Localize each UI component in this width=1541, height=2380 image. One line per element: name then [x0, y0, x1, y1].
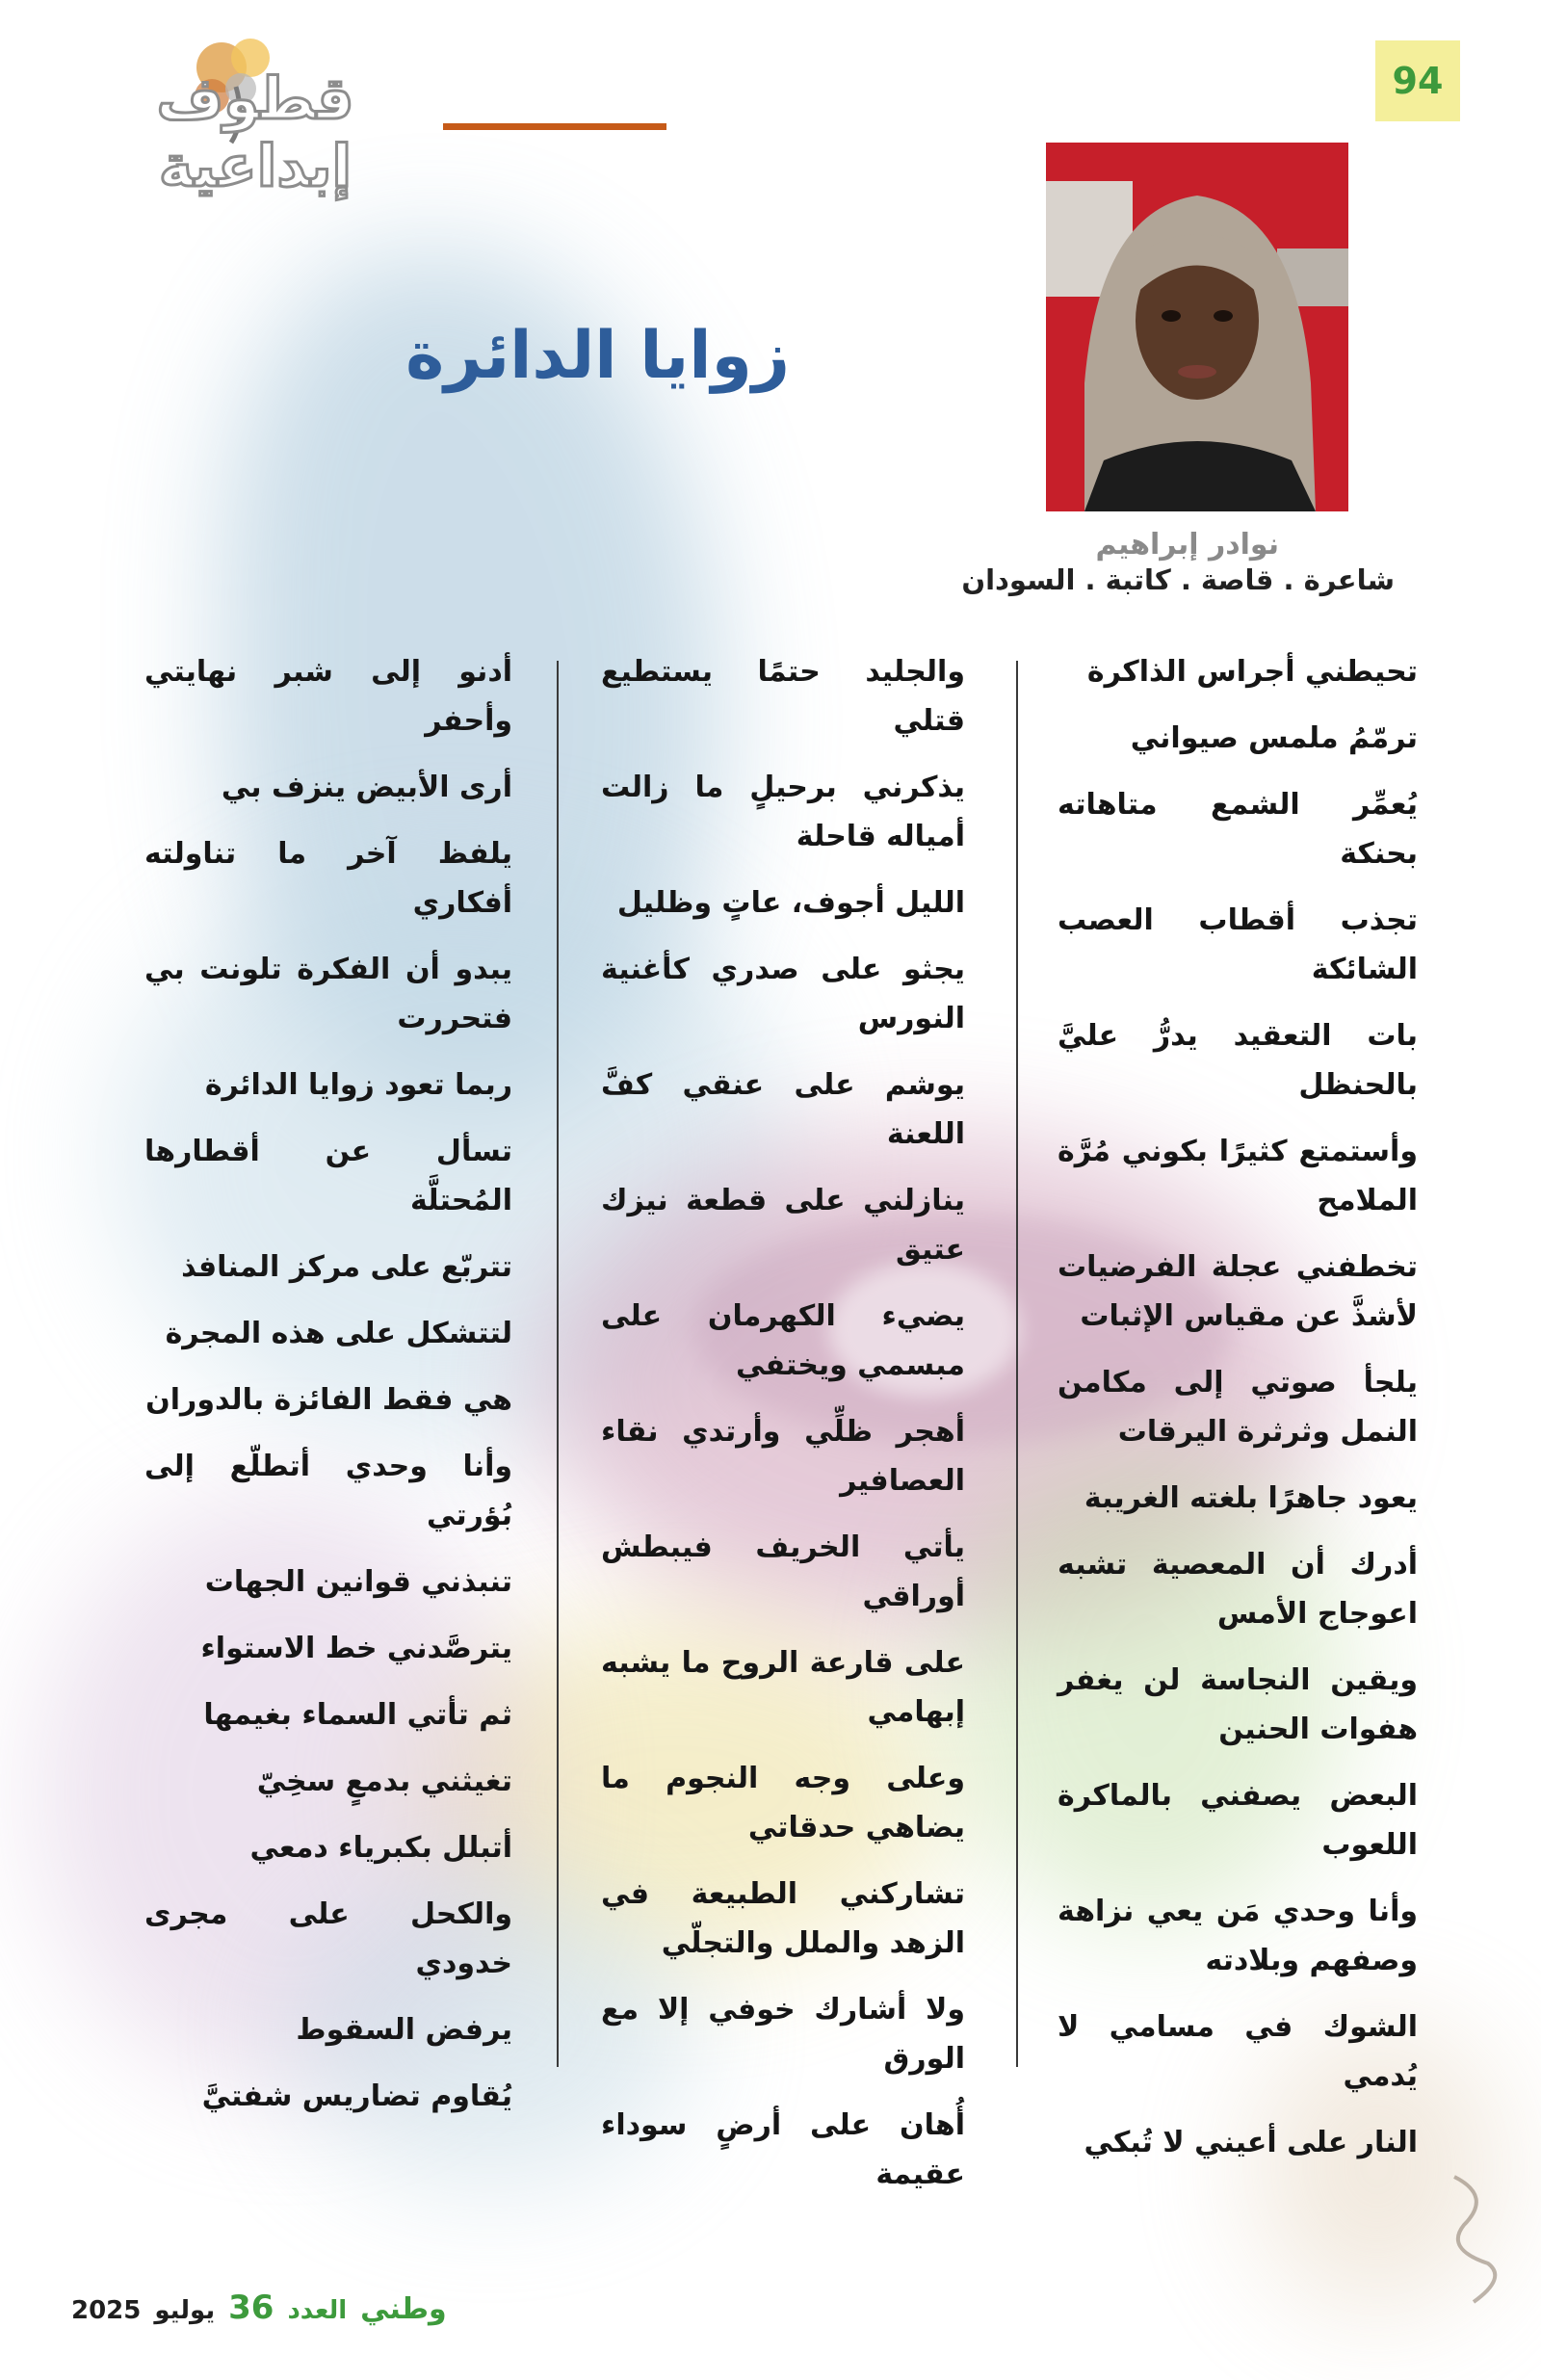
artist-signature [1435, 2158, 1522, 2312]
poem-line: تشاركني الطبيعة في الزهد والملل والتجلّي [601, 1877, 965, 1960]
footer-issue-number: 36 [228, 2288, 274, 2327]
poem-line: الليل أجوف، عاتٍ وظليل [616, 886, 965, 920]
page-number: 94 [1375, 40, 1460, 121]
footer-issue-label: العدد [287, 2296, 348, 2325]
poem-line: ينازلني على قطعة نيزك عتيق [601, 1184, 965, 1267]
poem-column-right [1058, 647, 1418, 2184]
poem-line: ترمّمُ ملمس صيواني [1130, 721, 1418, 755]
poem-line: يُعمِّر الشمع متاهاته بحنكة [1058, 788, 1418, 871]
footer-year: 2025 [71, 2296, 142, 2325]
poem-line: يوشم على عنقي كفَّ اللعنة [601, 1068, 965, 1151]
poem-line: يبدو أن الفكرة تلونت بي فتحررت [144, 953, 512, 1035]
poem-line: على قارعة الروح ما يشبه إبهامي [601, 1646, 965, 1729]
poem-line: وأنا وحدي مَن يعي نزاهة وصفهم وبلادته [1058, 1895, 1418, 1977]
poem-line: بات التعقيد يدرُّ عليَّ بالحنظل [1058, 1019, 1418, 1102]
poem-line: يضيء الكهرمان على مبسمي ويختفي [601, 1299, 965, 1382]
poem-line: النار على أعيني لا تُبكي [1084, 2126, 1418, 2159]
footer-month: يوليو [154, 2296, 216, 2325]
poem-line: أدنو إلى شبر نهايتي وأحفر [144, 655, 512, 738]
poem-line: والكحل على مجرى خدودي [144, 1897, 512, 1980]
poem-line: ولا أشارك خوفي إلا مع الورق [601, 1993, 965, 2076]
poem-line: تخطفني عجلة الفرضيات لأشذَّ عن مقياس الإثبات [1058, 1250, 1418, 1333]
poem-line: أرى الأبيض ينزف بي [221, 771, 512, 804]
author-role: شاعرة . قاصة . كاتبة . السودان [961, 563, 1395, 596]
poem-line: يعود جاهرًا بلغته الغريبة [1084, 1481, 1418, 1515]
poem-line: تغيثني بدمعٍ سخِيّ [256, 1765, 512, 1798]
poem-line: يذكرني برحيلٍ ما زالت أمياله قاحلة [601, 771, 965, 853]
poem-line: يترصَّدني خط الاستواء [200, 1632, 512, 1665]
poem-line: أُهان على أرضٍ سوداء عقيمة [601, 2108, 965, 2191]
poem-line: يجثو على صدري كأغنية النورس [601, 953, 965, 1035]
poem-line: ويقين النجاسة لن يغفر هفوات الحنين [1058, 1663, 1418, 1746]
poem-line: يرفض السقوط [296, 2013, 512, 2047]
poem-line: تحيطني أجراس الذاكرة [1086, 655, 1418, 689]
footer-brand: وطني [360, 2292, 447, 2326]
logo-underline [443, 123, 666, 130]
poem-line: وعلى وجه النجوم ما يضاهي حدقاتي [601, 1762, 965, 1844]
logo-text: قطوف إبداعية [156, 65, 354, 200]
poem-line: يلفظ آخر ما تناولته أفكاري [144, 837, 512, 920]
poem-line: يأتي الخريف فيبطش أوراقي [601, 1530, 965, 1613]
poem-line: هي فقط الفائزة بالدوران [145, 1383, 512, 1417]
poem-line: ربما تعود زوايا الدائرة [204, 1068, 512, 1102]
poem-line: تنبذني قوانين الجهات [204, 1565, 512, 1599]
article-title: زوايا الدائرة [405, 318, 790, 394]
poem-line: يُقاوم تضاريس شفتيَّ [201, 2079, 512, 2113]
poem-line: وأنا وحدي أتطلّع إلى بُؤرتي [144, 1450, 512, 1532]
poem-line: أدرك أن المعصية تشبه اعوجاج الأمس [1058, 1548, 1418, 1631]
poem-line: ثم تأتي السماء بغيمها [203, 1698, 512, 1732]
magazine-section-logo [58, 29, 636, 200]
poem-line: والجليد حتمًا يستطيع قتلي [601, 655, 965, 738]
poem-line: الشوك في مسامي لا يُدمي [1058, 2010, 1418, 2093]
column-divider [557, 661, 559, 2067]
poem-line: تتربّع على مركز المنافذ [181, 1250, 512, 1284]
poem-line: البعض يصفني بالماكرة اللعوب [1058, 1779, 1418, 1862]
poem-column-middle [601, 647, 965, 2216]
poem-line: أتبلل بكبرياء دمعي [249, 1831, 512, 1865]
poem-line: لتتشكل على هذه المجرة [165, 1317, 512, 1350]
poem-line: تسأل عن أقطارها المُحتلَّة [144, 1135, 512, 1217]
author-photo [1046, 143, 1348, 511]
poem-column-left [144, 647, 512, 2138]
author-name: نوادر إبراهيم [1095, 528, 1279, 562]
poem-line: أهجر ظلِّي وأرتدي نقاء العصافير [601, 1415, 965, 1498]
page-footer [71, 2288, 447, 2327]
poem-line: وأستمتع كثيرًا بكوني مُرَّة الملامح [1058, 1135, 1418, 1217]
poem-line: يلجأ صوتي إلى مكامن النمل وثرثرة اليرقات [1058, 1366, 1418, 1449]
column-divider [1016, 661, 1018, 2067]
poem-line: تجذب أقطاب العصب الشائكة [1058, 903, 1418, 986]
